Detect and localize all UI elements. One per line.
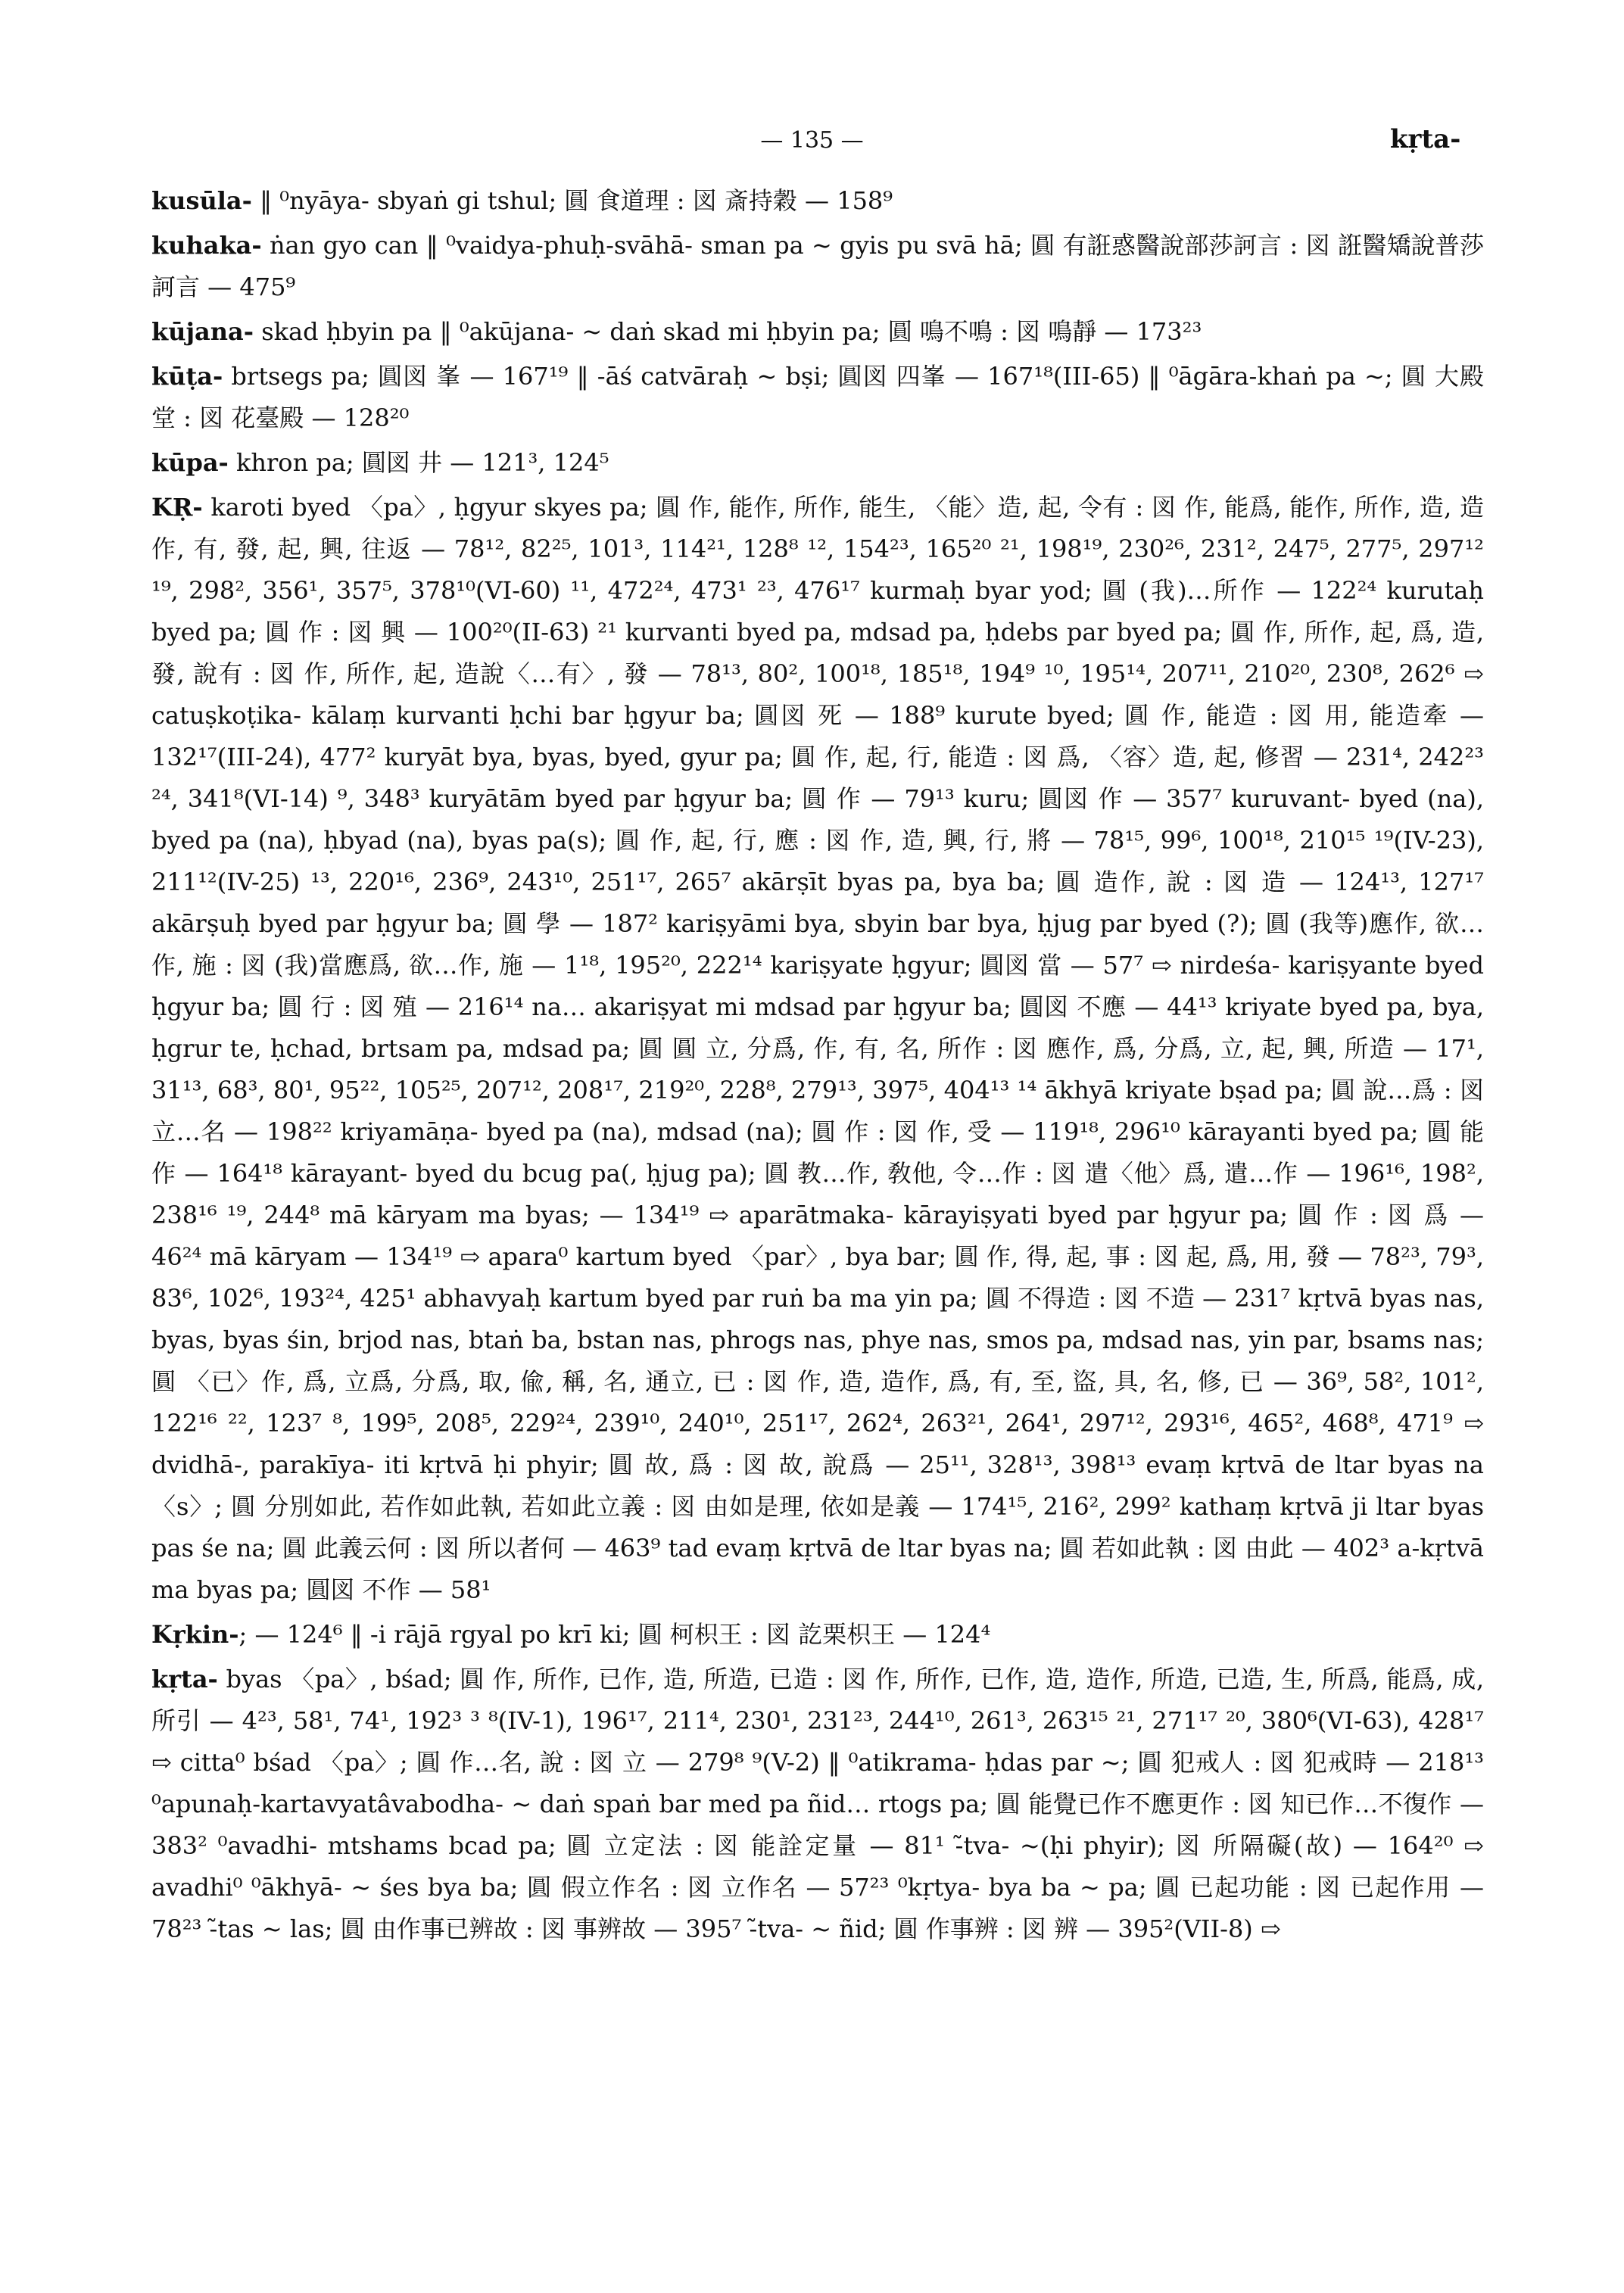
entry-kuhaka: [151, 225, 1484, 308]
entry-krkin: [151, 1614, 1484, 1656]
entry-text: skad ḥbyin pa ‖ ⁰akūjana- ~ daṅ skad mi ḥbyin pa; 圓 鳴不鳴 : 図 鳴靜 — 173²³: [254, 317, 1202, 346]
entry-text: brtsegs pa; 圓図 峯 — 167¹⁹ ‖ -āś catvāraḥ ~ bṣi; 圓図 四峯 — 167¹⁸(III-65) ‖ ⁰āgāra-khaṅ pa ~; 圓 大殿堂 : 図 花臺殿 — 128²⁰: [151, 362, 1484, 432]
headword: kuhaka-: [151, 231, 262, 260]
page-number: — 135 —: [760, 127, 864, 154]
running-head: kṛta-: [1390, 124, 1461, 154]
entry-kr: [151, 487, 1484, 1611]
headword: KṚ-: [151, 493, 203, 522]
headword: kūṭa-: [151, 362, 223, 391]
headword: kūpa-: [151, 448, 229, 477]
entry-kupa: [151, 442, 1484, 484]
entry-text: ṅan gyo can ‖ ⁰vaidya-phuḥ-svāhā- sman pa ~ gyis pu svā hā; 圓 有誑惑醫說部莎訶言 : 図 誑醫矯說普莎訶言 — 475⁹: [151, 231, 1484, 301]
entry-kuta: [151, 356, 1484, 439]
entries-body: [151, 180, 1484, 1950]
entry-kusula: [151, 180, 1484, 222]
entry-kujana: [151, 311, 1484, 353]
entry-text: ‖ ⁰nyāya- sbyaṅ gi tshul; 圓 食道理 : 図 斎持穀 — 158⁹: [251, 186, 893, 215]
headword: kusūla-: [151, 186, 252, 215]
entry-krta: [151, 1659, 1484, 1950]
entry-text: byas 〈pa〉, bśad; 圓 作, 所作, 已作, 造, 所造, 已造 : 図 作, 所作, 已作, 造, 造作, 所造, 已造, 生, 所爲, 能爲, 成, 所引 — 4²³, 58¹, 74¹, 192³ ³ ⁸(IV-1), 196¹⁷, 211⁴, 230¹, 231²³, 244¹⁰, 261³, 263¹⁵ ²¹, 271¹⁷ ²⁰, 380⁶(VI-63), 428¹⁷ ⇨ citta⁰ bśad 〈pa〉; 圓 作…名, 說 : 図 立 — 279⁸ ⁹(V-2) ‖ ⁰atikrama- ḥdas par ~; 圓 犯戒人 : 図 犯戒時 — 218¹³ ⁰apunaḥ-kartavyatâvabodha- ~ daṅ spaṅ bar med pa ñid… rtogs pa; 圓 能覺已作不應更作 : 図 知已作…不復作 — 383² ⁰avadhi- mtshams bcad pa; 圓 立定法 : 図 能詮定量 — 81¹ -̃tva- ~(ḥi phyir); 図 所隔礙(故) — 164²⁰ ⇨ avadhi⁰ ⁰ākhyā- ~ śes bya ba; 圓 假立作名 : 図 立作名 — 57²³ ⁰kṛtya- bya ba ~ pa; 圓 已起功能 : 図 已起作用 — 78²³ -̃tas ~ las; 圓 由作事已辨故 : 図 事辨故 — 395⁷ -̃tva- ~ ñid; 圓 作事辨 : 図 辨 — 395²(VII-8) ⇨: [151, 1665, 1484, 1943]
entry-text: karoti byed 〈pa〉, ḥgyur skyes pa; 圓 作, 能作, 所作, 能生, 〈能〉造, 起, 令有 : 図 作, 能爲, 能作, 所作, 造, 造作, 有, 發, 起, 興, 往返 — 78¹², 82²⁵, 101³, 114²¹, 128⁸ ¹², 154²³, 165²⁰ ²¹, 198¹⁹, 230²⁶, 231², 247⁵, 277⁵, 297¹² ¹⁹, 298², 356¹, 357⁵, 378¹⁰(VI-60) ¹¹, 472²⁴, 473¹ ²³, 476¹⁷ kurmaḥ byar yod; 圓 (我)…所作 — 122²⁴ kurutaḥ byed pa; 圓 作 : 図 興 — 100²⁰(II-63) ²¹ kurvanti byed pa, mdsad pa, ḥdebs par byed pa; 圓 作, 所作, 起, 爲, 造, 發, 說有 : 図 作, 所作, 起, 造說〈…有〉, 發 — 78¹³, 80², 100¹⁸, 185¹⁸, 194⁹ ¹⁰, 195¹⁴, 207¹¹, 210²⁰, 230⁸, 262⁶ ⇨ catuṣkoṭika- kālaṃ kurvanti ḥchi bar ḥgyur ba; 圓図 死 — 188⁹ kurute byed; 圓 作, 能造 : 図 用, 能造牽 — 132¹⁷(III-24), 477² kuryāt bya, byas, byed, gyur pa; 圓 作, 起, 行, 能造 : 図 爲, 〈容〉造, 起, 修習 — 231⁴, 242²³ ²⁴, 341⁸(VI-14) ⁹, 348³ kuryātām byed par ḥgyur ba; 圓 作 — 79¹³ kuru; 圓図 作 — 357⁷ kuruvant- byed (na), byed pa (na), ḥbyad (na), byas pa(s); 圓 作, 起, 行, 應 : 図 作, 造, 興, 行, 將 — 78¹⁵, 99⁶, 100¹⁸, 210¹⁵ ¹⁹(IV-23), 211¹²(IV-25) ¹³, 220¹⁶, 236⁹, 243¹⁰, 251¹⁷, 265⁷ akārṣīt byas pa, bya ba; 圓 造作, 說 : 図 造 — 124¹³, 127¹⁷ akārṣuḥ byed par ḥgyur ba; 圓 學 — 187² kariṣyāmi bya, sbyin bar bya, ḥjug par byed (?); 圓 (我等)應作, 欲…作, 施 : 図 (我)當應爲, 欲…作, 施 — 1¹⁸, 195²⁰, 222¹⁴ kariṣyate ḥgyur; 圓図 當 — 57⁷ ⇨ nirdeśa- kariṣyante byed ḥgyur ba; 圓 行 : 図 殖 — 216¹⁴ na… akariṣyat mi mdsad par ḥgyur ba; 圓図 不應 — 44¹³ kriyate byed pa, bya, ḥgrur te, ḥchad, brtsam pa, mdsad pa; 圓 圓 立, 分爲, 作, 有, 名, 所作 : 図 應作, 爲, 分爲, 立, 起, 興, 所造 — 17¹, 31¹³, 68³, 80¹, 95²², 105²⁵, 207¹², 208¹⁷, 219²⁰, 228⁸, 279¹³, 397⁵, 404¹³ ¹⁴ ākhyā kriyate bṣad pa; 圓 說…爲 : 図 立…名 — 198²² kriyamāṇa- byed pa (na), mdsad (na); 圓 作 : 図 作, 受 — 119¹⁸, 296¹⁰ kārayanti byed pa; 圓 能作 — 164¹⁸ kārayant- byed du bcug pa(, ḥjug pa); 圓 教…作, 敎他, 令…作 : 図 遣〈他〉爲, 遣…作 — 196¹⁶, 198², 238¹⁶ ¹⁹, 244⁸ mā kāryam ma byas; — 134¹⁹ ⇨ aparātmaka- kārayiṣyati byed par ḥgyur pa; 圓 作 : 図 爲 — 46²⁴ mā kāryam — 134¹⁹ ⇨ apara⁰ kartum byed 〈par〉, bya bar; 圓 作, 得, 起, 事 : 図 起, 爲, 用, 發 — 78²³, 79³, 83⁶, 102⁶, 193²⁴, 425¹ abhavyaḥ kartum byed par ruṅ ba ma yin pa; 圓 不得造 : 図 不造 — 231⁷ kṛtvā byas nas, byas, byas śin, brjod nas, btaṅ ba, bstan nas, phrogs nas, phye nas, smos pa, mdsad nas, yin par, bsams nas; 圓 〈已〉作, 爲, 立爲, 分爲, 取, 偸, 稱, 名, 通立, 已 : 図 作, 造, 造作, 爲, 有, 至, 盜, 具, 名, 修, 已 — 36⁹, 58², 101², 122¹⁶ ²², 123⁷ ⁸, 199⁵, 208⁵, 229²⁴, 239¹⁰, 240¹⁰, 251¹⁷, 262⁴, 263²¹, 264¹, 297¹², 293¹⁶, 465², 468⁸, 471⁹ ⇨ dvidhā-, parakīya- iti kṛtvā ḥi phyir; 圓 故, 爲 : 図 故, 說爲 — 25¹¹, 328¹³, 398¹³ evaṃ kṛtvā de ltar byas na〈s〉; 圓 分別如此, 若作如此執, 若如此立義 : 図 由如是理, 依如是義 — 174¹⁵, 216², 299² kathaṃ kṛtvā ji ltar byas pas śe na; 圓 此義云何 : 図 所以者何 — 463⁹ tad evaṃ kṛtvā de ltar byas na; 圓 若如此執 : 図 由此 — 402³ a-kṛtvā ma byas pa; 圓図 不作 — 58¹: [151, 493, 1485, 1604]
headword: kūjana-: [151, 317, 254, 346]
headword: kṛta-: [151, 1665, 218, 1693]
entry-text: ; — 124⁶ ‖ -i rājā rgyal po krī ki; 圓 柯枳王 : 図 訖栗枳王 — 124⁴: [238, 1620, 991, 1649]
entry-text: khron pa; 圓図 井 — 121³, 124⁵: [228, 448, 609, 477]
headword: Kṛkin-: [151, 1620, 239, 1649]
